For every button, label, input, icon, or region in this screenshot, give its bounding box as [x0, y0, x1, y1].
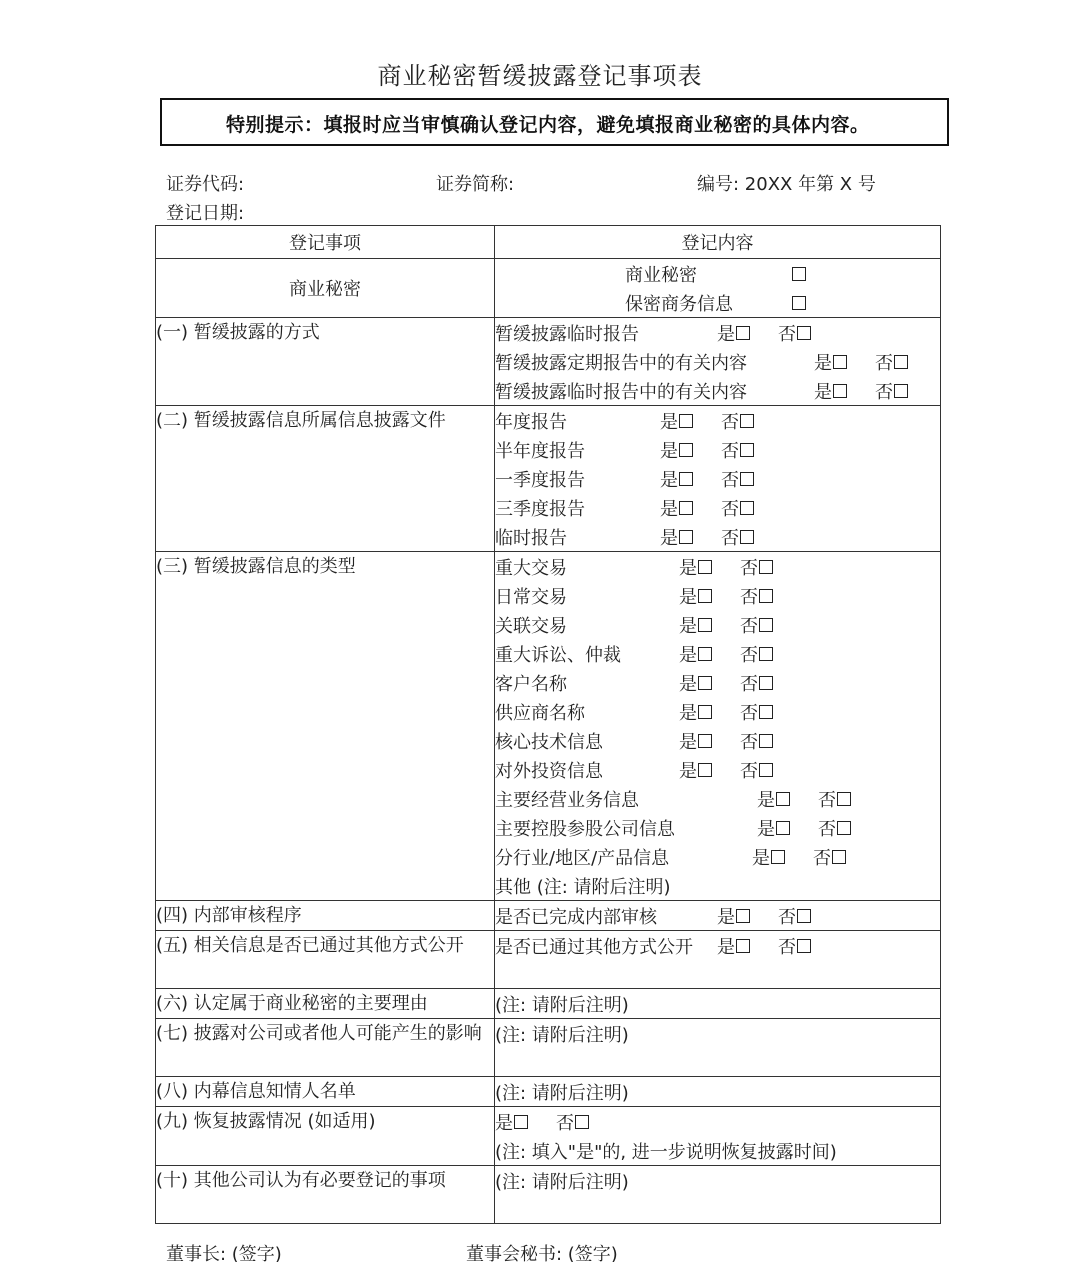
attachment-note: (注: 请附后注明)	[495, 1024, 629, 1046]
no-checkbox[interactable]	[759, 705, 773, 719]
no-label: 否	[740, 702, 758, 724]
option-label: 暂缓披露临时报告中的有关内容	[495, 381, 747, 403]
table-row	[156, 1019, 941, 1077]
option-label: 核心技术信息	[495, 731, 603, 753]
yes-checkbox[interactable]	[698, 647, 712, 661]
no-label: 否	[818, 789, 836, 811]
no-label: 否	[721, 440, 739, 462]
table-row	[156, 318, 941, 406]
option-label: 日常交易	[495, 586, 567, 608]
item-main-reason: (六) 认定属于商业秘密的主要理由	[156, 989, 495, 1019]
item-resume-disclosure: (九) 恢复披露情况 (如适用)	[156, 1107, 495, 1166]
yes-checkbox[interactable]	[771, 850, 785, 864]
option-row	[495, 435, 940, 464]
item-label: 商业秘密	[289, 279, 361, 300]
item-internal-review: (四) 内部审核程序	[156, 901, 495, 931]
yes-label: 是	[660, 440, 678, 462]
yes-checkbox[interactable]	[698, 560, 712, 574]
no-label: 否	[740, 644, 758, 666]
option-label: 商业秘密	[625, 264, 697, 286]
yes-label: 是	[757, 789, 775, 811]
no-label: 否	[875, 352, 893, 374]
no-label: 否	[556, 1112, 574, 1134]
option-row	[495, 552, 940, 581]
yes-checkbox[interactable]	[833, 384, 847, 398]
no-checkbox[interactable]	[894, 384, 908, 398]
no-label: 否	[875, 381, 893, 403]
option-label: 重大诉讼、仲裁	[495, 644, 621, 666]
yes-label: 是	[679, 615, 697, 637]
yes-label: 是	[717, 323, 735, 345]
header-item: 登记事项	[156, 226, 495, 259]
table-row	[156, 1077, 941, 1107]
option-row	[495, 288, 940, 317]
yes-label: 是	[679, 557, 697, 579]
yes-checkbox[interactable]	[679, 501, 693, 515]
yes-label: 是	[679, 644, 697, 666]
table-row	[156, 931, 941, 989]
yes-checkbox[interactable]	[698, 618, 712, 632]
table-row	[156, 989, 941, 1019]
yes-label: 是	[717, 936, 735, 958]
no-checkbox[interactable]	[575, 1115, 589, 1129]
no-checkbox[interactable]	[740, 472, 754, 486]
item-disclosure-document: (二) 暂缓披露信息所属信息披露文件	[156, 406, 495, 552]
security-abbr-label: 证券简称:	[436, 174, 515, 195]
no-checkbox[interactable]	[797, 939, 811, 953]
content-insider-list	[495, 1077, 941, 1107]
content-possible-impact	[495, 1019, 941, 1077]
no-label: 否	[813, 847, 831, 869]
no-checkbox[interactable]	[837, 821, 851, 835]
no-checkbox[interactable]	[759, 647, 773, 661]
yes-label: 是	[660, 498, 678, 520]
note-row	[495, 1019, 940, 1048]
yes-checkbox[interactable]	[776, 821, 790, 835]
no-checkbox[interactable]	[759, 676, 773, 690]
content-info-type	[495, 552, 941, 901]
yes-checkbox[interactable]	[698, 734, 712, 748]
yes-checkbox[interactable]	[736, 909, 750, 923]
yes-checkbox[interactable]	[698, 705, 712, 719]
option-label: 关联交易	[495, 615, 567, 637]
option-label: 半年度报告	[495, 440, 585, 462]
note-row	[495, 1166, 940, 1195]
option-row	[495, 376, 940, 405]
note-row	[495, 989, 940, 1018]
option-row	[495, 931, 940, 960]
yes-label: 是	[757, 818, 775, 840]
content-disclosure-document	[495, 406, 941, 552]
item-public-disclosure: (五) 相关信息是否已通过其他方式公开	[156, 931, 495, 989]
no-checkbox[interactable]	[759, 560, 773, 574]
yes-checkbox[interactable]	[679, 530, 693, 544]
yes-label: 是	[814, 352, 832, 374]
no-checkbox[interactable]	[759, 618, 773, 632]
table-header-row	[156, 226, 941, 259]
note-row	[495, 1136, 940, 1165]
option-row	[495, 522, 940, 551]
yes-label: 是	[679, 702, 697, 724]
yes-label: 是	[660, 469, 678, 491]
option-row	[495, 639, 940, 668]
special-notice-box	[160, 98, 949, 146]
no-label: 否	[721, 498, 739, 520]
registration-table	[155, 225, 941, 1224]
no-checkbox[interactable]	[740, 530, 754, 544]
form-title: 商业秘密暂缓披露登记事项表	[377, 62, 703, 90]
no-label: 否	[740, 673, 758, 695]
option-label: 暂缓披露定期报告中的有关内容	[495, 352, 747, 374]
item-possible-impact: (七) 披露对公司或者他人可能产生的影响	[156, 1019, 495, 1077]
yes-checkbox[interactable]	[698, 763, 712, 777]
option-label: 保密商务信息	[625, 293, 733, 315]
option-label: 主要控股参股公司信息	[495, 818, 675, 840]
no-label: 否	[721, 469, 739, 491]
yes-label: 是	[660, 411, 678, 433]
option-label: 对外投资信息	[495, 760, 603, 782]
registration-date-label: 登记日期:	[166, 203, 245, 224]
yes-label: 是	[679, 760, 697, 782]
option-row	[495, 726, 940, 755]
option-label: 分行业/地区/产品信息	[495, 847, 670, 869]
table-row	[156, 1166, 941, 1224]
yes-label: 是	[679, 586, 697, 608]
option-row	[495, 901, 940, 930]
option-row	[495, 347, 940, 376]
no-label: 否	[721, 527, 739, 549]
option-label: 年度报告	[495, 411, 567, 433]
option-label: 供应商名称	[495, 702, 585, 724]
no-label: 否	[740, 615, 758, 637]
yes-checkbox[interactable]	[679, 472, 693, 486]
item-trade-secret	[156, 259, 495, 318]
content-public-disclosure	[495, 931, 941, 989]
option-label: 临时报告	[495, 527, 567, 549]
no-checkbox[interactable]	[837, 792, 851, 806]
option-label: 主要经营业务信息	[495, 789, 639, 811]
yes-checkbox[interactable]	[679, 443, 693, 457]
checkbox[interactable]	[792, 267, 806, 281]
no-label: 否	[721, 411, 739, 433]
yes-label: 是	[660, 527, 678, 549]
yes-label: 是	[679, 673, 697, 695]
serial-number-label: 编号: 20XX 年第 X 号	[697, 174, 876, 195]
attachment-note: (注: 请附后注明)	[495, 994, 629, 1016]
option-row	[495, 842, 940, 871]
no-label: 否	[778, 323, 796, 345]
yes-label: 是	[495, 1112, 513, 1134]
yes-checkbox[interactable]	[833, 355, 847, 369]
table-row	[156, 901, 941, 931]
content-other-items	[495, 1166, 941, 1224]
option-label: 一季度报告	[495, 469, 585, 491]
no-checkbox[interactable]	[759, 734, 773, 748]
other-note: 其他 (注: 请附后注明)	[495, 876, 671, 898]
security-code-label: 证券代码:	[166, 174, 245, 195]
item-insider-list: (八) 内幕信息知情人名单	[156, 1077, 495, 1107]
option-label: 三季度报告	[495, 498, 585, 520]
no-label: 否	[740, 557, 758, 579]
item-disclosure-method: (一) 暂缓披露的方式	[156, 318, 495, 406]
option-label: 是否已完成内部审核	[495, 906, 657, 928]
table-row	[156, 259, 941, 318]
content-trade-secret	[495, 259, 941, 318]
yes-label: 是	[717, 906, 735, 928]
attachment-note: (注: 请附后注明)	[495, 1082, 629, 1104]
option-row	[495, 668, 940, 697]
table-row	[156, 406, 941, 552]
option-row	[495, 318, 940, 347]
option-label: 重大交易	[495, 557, 567, 579]
content-disclosure-method	[495, 318, 941, 406]
option-row	[495, 406, 940, 435]
yes-checkbox[interactable]	[679, 414, 693, 428]
no-checkbox[interactable]	[832, 850, 846, 864]
option-row	[495, 610, 940, 639]
no-checkbox[interactable]	[894, 355, 908, 369]
yes-checkbox[interactable]	[776, 792, 790, 806]
option-row	[495, 464, 940, 493]
option-row	[495, 1107, 940, 1136]
content-main-reason	[495, 989, 941, 1019]
item-other-items: (十) 其他公司认为有必要登记的事项	[156, 1166, 495, 1224]
content-internal-review	[495, 901, 941, 931]
no-label: 否	[778, 936, 796, 958]
option-row	[495, 784, 940, 813]
no-label: 否	[740, 731, 758, 753]
header-content: 登记内容	[495, 226, 941, 259]
no-checkbox[interactable]	[740, 443, 754, 457]
no-label: 否	[740, 586, 758, 608]
resume-note: (注: 填入"是"的, 进一步说明恢复披露时间)	[495, 1141, 837, 1163]
item-info-type: (三) 暂缓披露信息的类型	[156, 552, 495, 901]
no-label: 否	[778, 906, 796, 928]
checkbox[interactable]	[792, 296, 806, 310]
no-checkbox[interactable]	[740, 501, 754, 515]
yes-checkbox[interactable]	[698, 589, 712, 603]
no-checkbox[interactable]	[797, 909, 811, 923]
option-label: 客户名称	[495, 673, 567, 695]
option-row	[495, 493, 940, 522]
no-label: 否	[740, 760, 758, 782]
table-row	[156, 552, 941, 901]
yes-checkbox[interactable]	[736, 326, 750, 340]
option-label: 是否已通过其他方式公开	[495, 936, 693, 958]
yes-checkbox[interactable]	[698, 676, 712, 690]
yes-label: 是	[752, 847, 770, 869]
option-row-other	[495, 871, 940, 900]
option-row	[495, 259, 940, 288]
no-checkbox[interactable]	[797, 326, 811, 340]
option-row	[495, 697, 940, 726]
attachment-note: (注: 请附后注明)	[495, 1171, 629, 1193]
no-checkbox[interactable]	[759, 763, 773, 777]
option-label: 暂缓披露临时报告	[495, 323, 639, 345]
no-checkbox[interactable]	[759, 589, 773, 603]
no-checkbox[interactable]	[740, 414, 754, 428]
special-notice-text: 特别提示：填报时应当审慎确认登记内容，避免填报商业秘密的具体内容。	[226, 114, 870, 136]
content-resume-disclosure	[495, 1107, 941, 1166]
chairman-signature: 董事长: (签字)	[166, 1244, 282, 1262]
table-row	[156, 1107, 941, 1166]
option-row	[495, 755, 940, 784]
yes-label: 是	[679, 731, 697, 753]
yes-checkbox[interactable]	[514, 1115, 528, 1129]
option-row	[495, 813, 940, 842]
option-row	[495, 581, 940, 610]
no-label: 否	[818, 818, 836, 840]
yes-label: 是	[814, 381, 832, 403]
note-row	[495, 1077, 940, 1106]
yes-checkbox[interactable]	[736, 939, 750, 953]
secretary-signature: 董事会秘书: (签字)	[466, 1244, 618, 1262]
